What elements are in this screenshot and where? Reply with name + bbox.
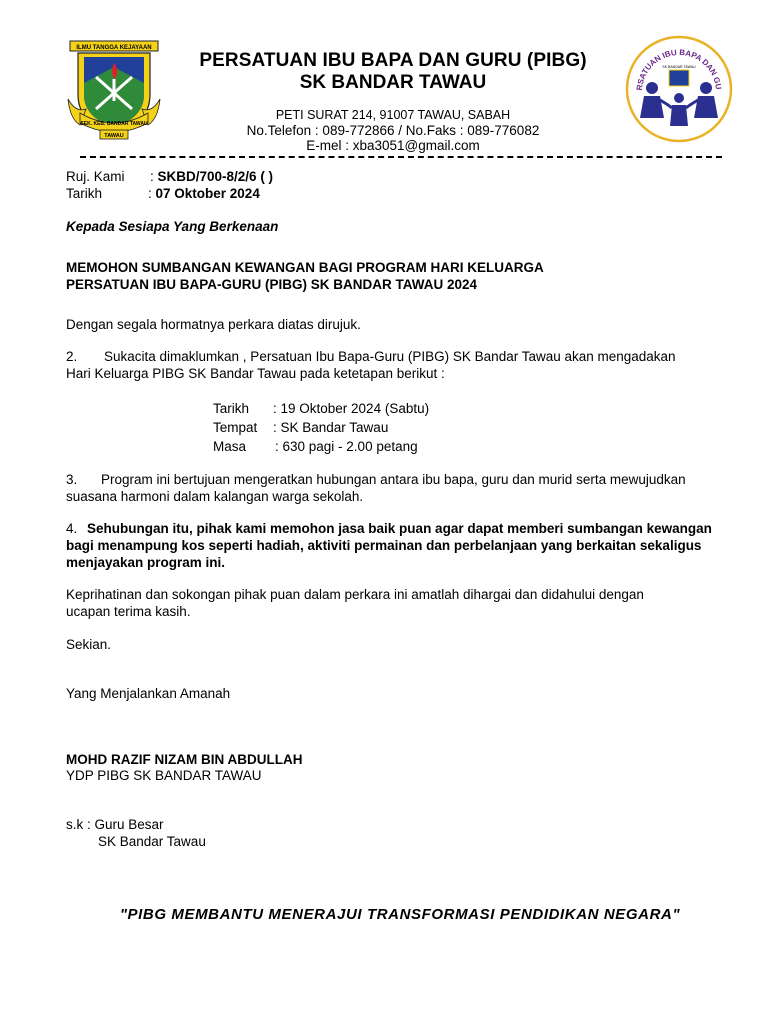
pibg-family-emblem-icon xyxy=(624,34,734,144)
para2-number: 2. xyxy=(66,349,78,364)
ref-value: SKBD/700-8/2/6 ( ) xyxy=(157,169,274,184)
subject-line2: PERSATUAN IBU BAPA-GURU (PIBG) SK BANDAR TAWAU 2024 xyxy=(66,277,478,292)
para3-line1: Program ini bertujuan mengeratkan hubungan antara ibu bapa, guru dan murid serta mewujudkan xyxy=(101,472,686,487)
date-value-wrap: : 07 Oktober 2024 xyxy=(148,186,260,201)
closing: Sekian. xyxy=(66,637,112,652)
opening-line: Dengan segala hormatnya perkara diatas dirujuk. xyxy=(66,317,361,332)
para2-line1: Sukacita dimaklumkan , Persatuan Ibu Bapa-Guru (PIBG) SK Bandar Tawau akan mengadakan xyxy=(104,349,676,364)
header-divider xyxy=(80,156,722,158)
motto: "PIBG MEMBANTU MENERAJUI TRANSFORMASI PENDIDIKAN NEGARA" xyxy=(119,906,681,923)
detail-label-place: Tempat xyxy=(213,420,258,435)
detail-value-time: : 630 pagi - 2.00 petang xyxy=(275,439,418,454)
ref-label: Ruj. Kami xyxy=(66,169,125,184)
ref-value-wrap: : SKBD/700-8/2/6 ( ) xyxy=(150,169,274,184)
para2-line2: Hari Keluarga PIBG SK Bandar Tawau pada ketetapan berikut : xyxy=(66,366,445,381)
detail-value-place: : SK Bandar Tawau xyxy=(273,420,389,435)
signatory-title: YDP PIBG SK BANDAR TAWAU xyxy=(66,768,262,783)
org-email: E-mel : xba3051@gmail.com xyxy=(306,138,480,153)
para5-line1: Keprihatinan dan sokongan pihak puan dalam perkara ini amatlah dihargai dan didahului dengan xyxy=(66,587,644,602)
org-name-line1: PERSATUAN IBU BAPA DAN GURU (PIBG) xyxy=(199,50,587,71)
school-crest-icon xyxy=(66,37,162,141)
subject-line1: MEMOHON SUMBANGAN KEWANGAN BAGI PROGRAM HARI KELUARGA xyxy=(66,260,544,275)
para4-number: 4. xyxy=(66,521,78,536)
detail-value-date: : 19 Oktober 2024 (Sabtu) xyxy=(273,401,430,416)
para3-number: 3. xyxy=(66,472,78,487)
signatory-name: MOHD RAZIF NIZAM BIN ABDULLAH xyxy=(66,752,303,767)
cc-line2: SK Bandar Tawau xyxy=(98,834,206,849)
salutation: Kepada Sesiapa Yang Berkenaan xyxy=(66,219,279,234)
crest-banner-bottom: SEK. KEB. BANDAR TAWAU xyxy=(80,121,148,127)
para3-line2: suasana harmoni dalam kalangan warga sekolah. xyxy=(66,489,364,504)
detail-label-date: Tarikh xyxy=(213,401,250,416)
detail-label-time: Masa xyxy=(213,439,247,454)
trust-line: Yang Menjalankan Amanah xyxy=(66,686,231,701)
cc-label: s.k : Guru Besar xyxy=(66,817,164,832)
org-name-line2: SK BANDAR TAWAU xyxy=(299,72,487,93)
date-label: Tarikh xyxy=(66,186,103,201)
org-address: PETI SURAT 214, 91007 TAWAU, SABAH xyxy=(275,108,511,122)
crest-ribbon: TAWAU xyxy=(104,133,124,139)
org-phone-fax: No.Telefon : 089-772866 / No.Faks : 089-776082 xyxy=(246,123,540,138)
crest-banner-top: ILMU TANGGA KEJAYAAN xyxy=(76,45,152,51)
emblem-inner-text: SK BANDAR TAWAU xyxy=(662,65,696,69)
para4-line3: menjayakan program ini. xyxy=(66,555,226,570)
emblem-ring-text: RSATUAN IBU BAPA DAN GU xyxy=(634,47,723,91)
para5-line2: ucapan terima kasih. xyxy=(66,604,191,619)
para4-line2: bagi menampung kos seperti hadiah, aktiviti permainan dan perbelanjaan yang berkaitan sekaligus xyxy=(66,538,702,553)
date-value: 07 Oktober 2024 xyxy=(155,186,260,201)
para4-line1: Sehubungan itu, pihak kami memohon jasa baik puan agar dapat memberi sumbangan kewangan xyxy=(87,521,712,536)
